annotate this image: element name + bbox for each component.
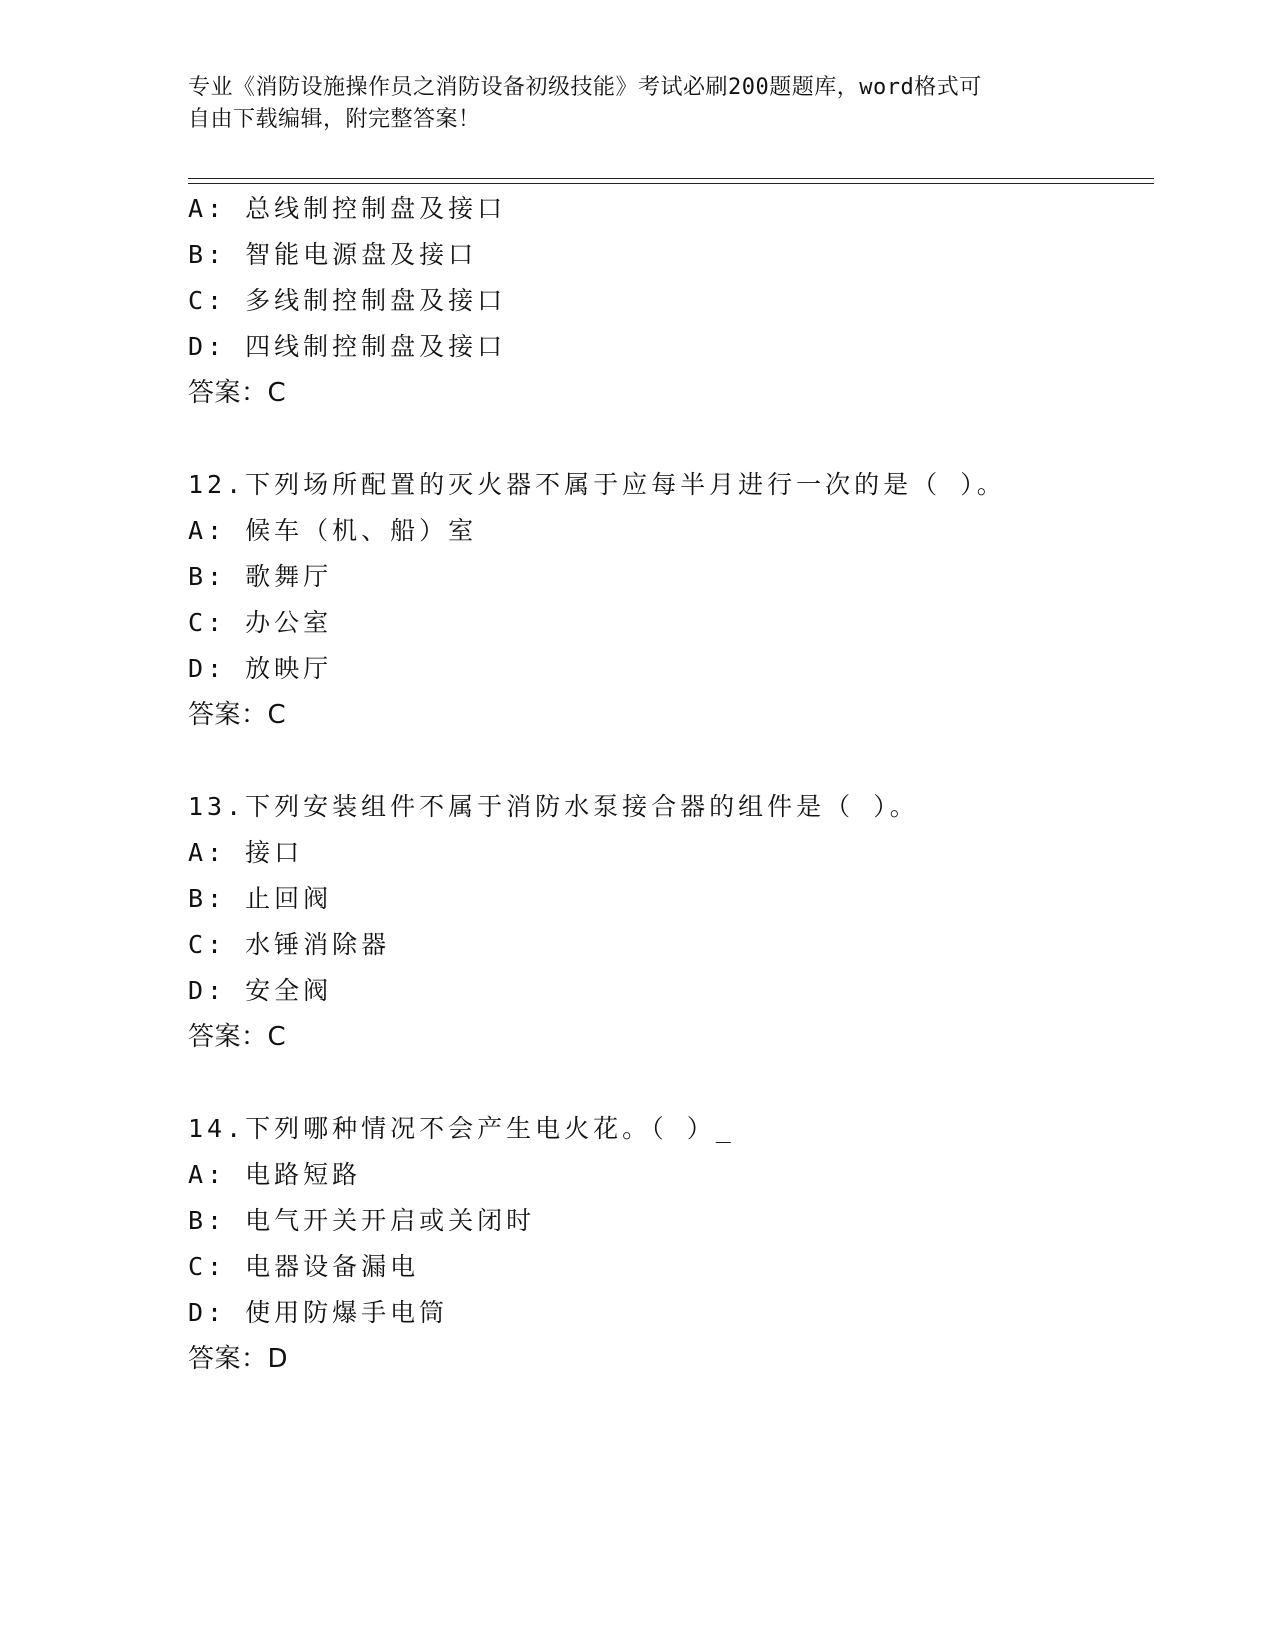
option-c: C: 电器设备漏电 [188, 1252, 420, 1281]
question-block-13 [188, 784, 1148, 1060]
question-stem: 14.下列哪种情况不会产生电火花。（ ）_ [188, 1114, 735, 1143]
option-a: A: 总线制控制盘及接口 [188, 194, 507, 223]
option-b: B: 电气开关开启或关闭时 [188, 1206, 536, 1235]
option-b: B: 歌舞厅 [188, 562, 333, 591]
option-b: B: 智能电源盘及接口 [188, 240, 478, 269]
option-a: A: 候车（机、船）室 [188, 516, 478, 545]
option-d: D: 使用防爆手电筒 [188, 1298, 449, 1327]
answer-line: 答案：C [188, 378, 287, 408]
option-a: A: 电路短路 [188, 1160, 362, 1189]
question-stem: 13.下列安装组件不属于消防水泵接合器的组件是（ ）。 [188, 792, 919, 821]
option-d: D: 安全阀 [188, 976, 333, 1005]
option-d: D: 四线制控制盘及接口 [188, 332, 507, 361]
spacer [188, 416, 1148, 462]
document-header [188, 72, 1068, 136]
header-divider-top [188, 178, 1154, 179]
question-block-12 [188, 462, 1148, 738]
option-c: C: 多线制控制盘及接口 [188, 286, 507, 315]
spacer [188, 1060, 1148, 1106]
header-line-2: 自由下载编辑，附完整答案！ [188, 107, 481, 132]
answer-line: 答案：C [188, 700, 287, 730]
question-block-14 [188, 1106, 1148, 1382]
question-block-11 [188, 186, 1148, 416]
option-d: D: 放映厅 [188, 654, 333, 683]
option-b: B: 止回阀 [188, 884, 333, 913]
spacer [188, 738, 1148, 784]
answer-line: 答案：C [188, 1022, 287, 1052]
question-stem: 12.下列场所配置的灭火器不属于应每半月进行一次的是（ ）。 [188, 470, 1006, 499]
header-divider-bottom [188, 183, 1154, 184]
option-c: C: 办公室 [188, 608, 333, 637]
header-line-1: 专业《消防设施操作员之消防设备初级技能》考试必刷200题题库，word格式可 [188, 75, 982, 100]
option-c: C: 水锤消除器 [188, 930, 391, 959]
question-list [188, 186, 1148, 1382]
option-a: A: 接口 [188, 838, 304, 867]
answer-line: 答案：D [188, 1344, 289, 1374]
